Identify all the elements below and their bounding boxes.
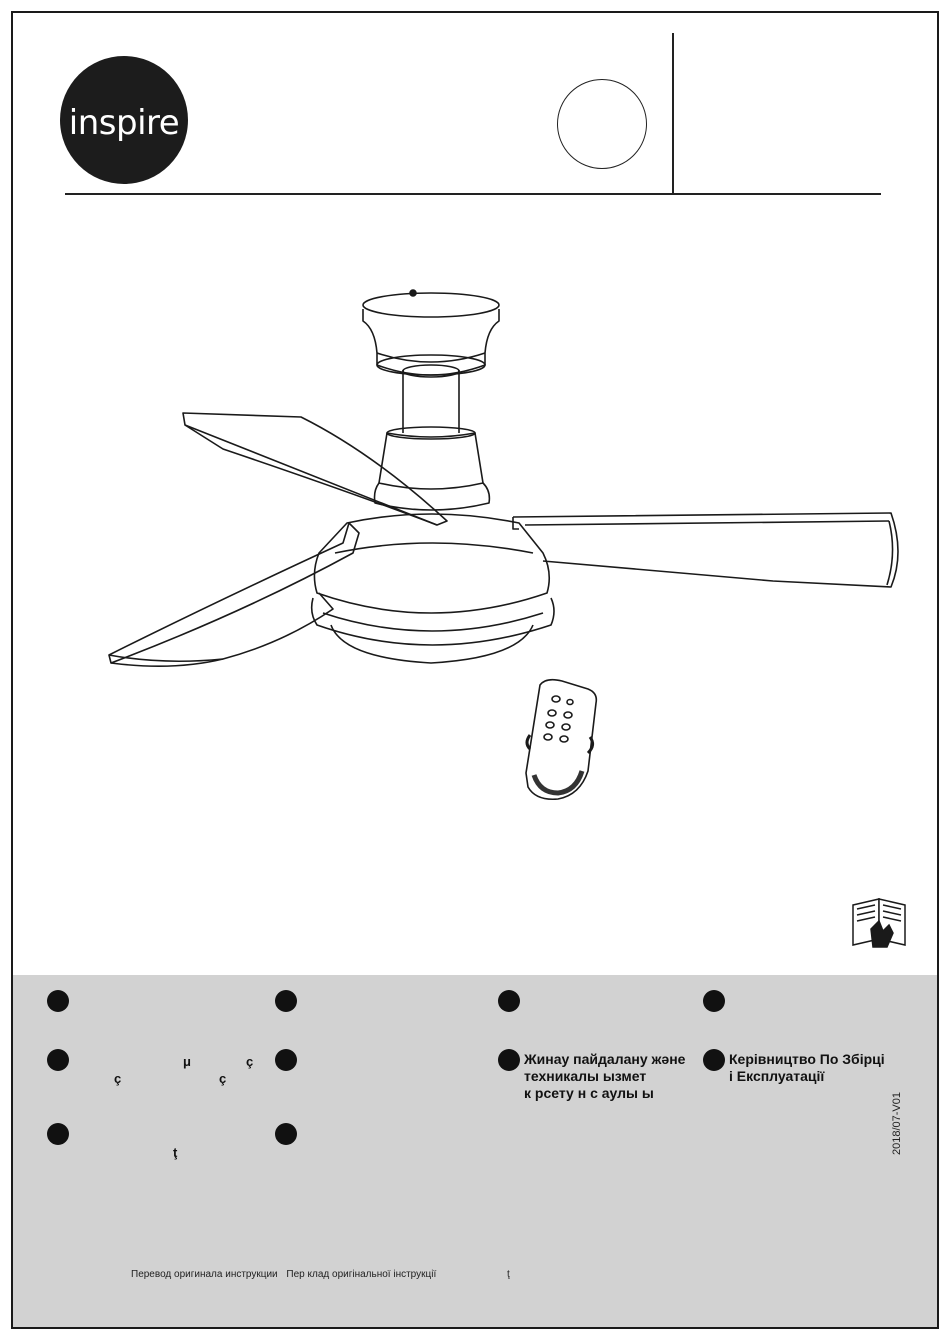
- ceiling-fan-illustration: [13, 13, 937, 973]
- text-fragment: ç: [246, 1054, 254, 1069]
- text-fragment: ç: [219, 1071, 227, 1086]
- text-fragment: μ: [183, 1054, 191, 1069]
- text-fragment: ç: [114, 1071, 122, 1086]
- language-dot: [703, 1049, 725, 1071]
- language-label-kazakh: [524, 1051, 685, 1102]
- language-label-line: техникалы ызмет: [524, 1068, 647, 1084]
- language-dot: [498, 990, 520, 1012]
- language-dot: [47, 990, 69, 1012]
- language-dot: [47, 1049, 69, 1071]
- language-dot: [275, 990, 297, 1012]
- document-version: 2018/07-V01: [891, 1092, 903, 1155]
- translation-note-ro: ţ: [507, 1269, 510, 1280]
- logo-text: inspire: [68, 103, 180, 143]
- language-label-line: Жинау пайдалану және: [524, 1051, 686, 1067]
- language-dot: [498, 1049, 520, 1071]
- translation-note-uk: Пер клад оригінальної інструкції: [286, 1269, 437, 1280]
- translation-note-ru: Перевод оригинала инструкции: [131, 1269, 278, 1280]
- remote-control-illustration: [518, 675, 608, 805]
- language-label-line: Керівництво По Збірці: [729, 1051, 885, 1067]
- language-dot: [275, 1049, 297, 1071]
- text-fragment: ţ: [173, 1145, 178, 1160]
- language-label-line: к рсету н с аулы ы: [524, 1085, 654, 1101]
- language-dot: [47, 1123, 69, 1145]
- translation-note: [131, 1269, 516, 1280]
- manual-cover: [11, 11, 939, 1329]
- language-label-ukrainian: [729, 1051, 885, 1085]
- language-dot: [703, 990, 725, 1012]
- language-dot: [275, 1123, 297, 1145]
- language-label-line: і Експлуатації: [729, 1068, 825, 1084]
- read-manual-icon: [849, 891, 911, 953]
